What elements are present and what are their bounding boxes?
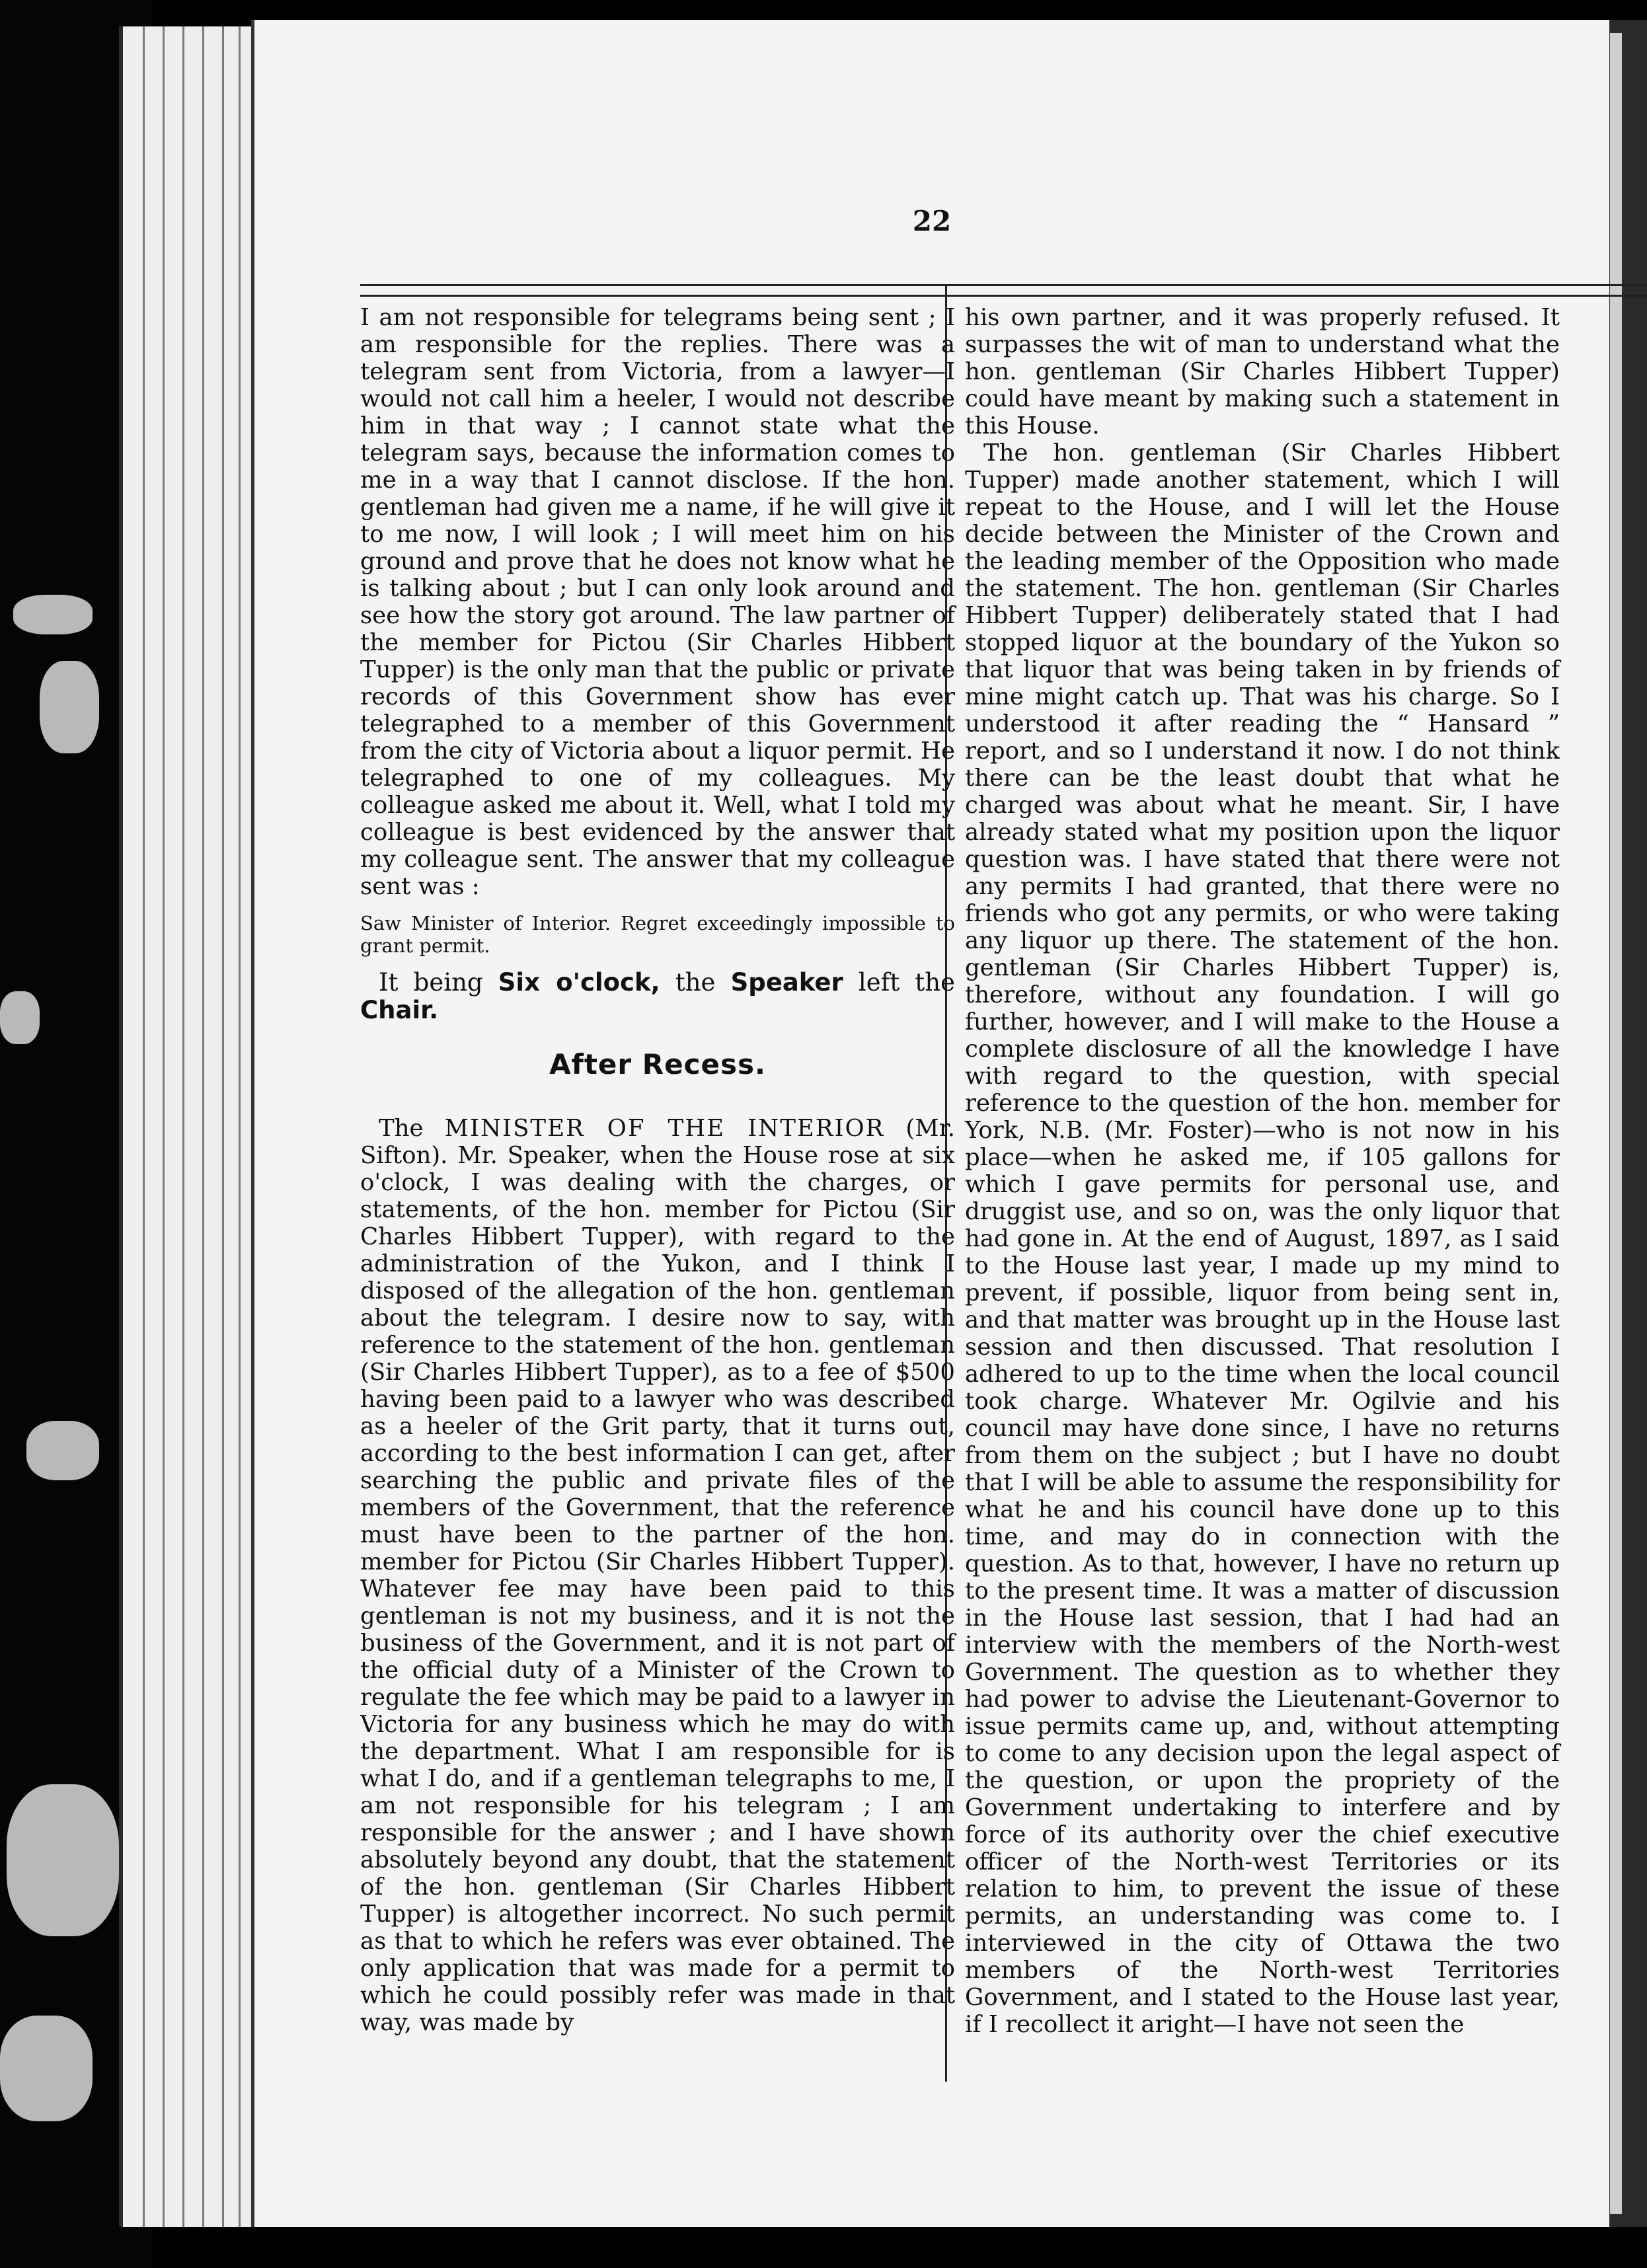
document-page <box>251 20 1609 2227</box>
page-edge-line <box>163 26 165 2227</box>
page-edge-line <box>222 26 224 2227</box>
recess-note <box>360 969 955 1024</box>
scan-stain <box>0 2016 93 2121</box>
page-edge-line <box>239 26 241 2227</box>
scan-stain <box>40 661 99 753</box>
recess-note-bold: Six o'clock, <box>498 968 660 997</box>
page-edge-line <box>202 26 204 2227</box>
scan-stain <box>26 1421 99 1480</box>
scan-stain <box>0 991 40 1044</box>
right-paragraph-1: his own partner, and it was properly refused. It surpasses the wit of man to understand what the hon. gentleman (Sir Charles Hibbert Tupper) could have meant by making such a statement in this House. <box>965 304 1560 439</box>
recess-note-text: left the <box>843 968 955 997</box>
page-edge-line <box>143 26 145 2227</box>
right-paragraph-2: The hon. gentleman (Sir Charles Hibbert Tupper) made another statement, which I will repeat to the House, and I will let the House decide between the Minister of the Crown and the leading member of the Opposition who made the statement. The hon. gentleman (Sir Charles Hibbert Tupper) deliberately stated that I had stopped liquor at the boundary of the Yukon so that liquor that was being taken in by friends of mine might catch up. That was his charge. So I understood it after reading the “ Hansard ” report, and so I understand it now. I do not think there can be the least doubt that what he charged was about what he meant. Sir, I have already stated what my position upon the liquor question was. I have stated that there were not any permits I had granted, that there were no friends who got any permits, or who were taking any liquor up there. The statement of the hon. gentleman (Sir Charles Hibbert Tupper) is, therefore, without any foundation. I will go further, however, and I will make to the House a complete disclosure of all the knowledge I have with regard to the question, with special reference to the question of the hon. member for York, N.B. (Mr. Foster)—who is not now in his place—when he asked me, if 105 gallons for which I gave permits for personal use, and druggist use, and so on, was the only liquor that had gone in. At the end of August, 1897, as I said to the House last year, I made up my mind to prevent, if possible, liquor from being sent in, and that matter was brought up in the House last session and then discussed. That resolution I adhered to up to the time when the local council took charge. Whatever Mr. Ogilvie and his council may have done since, I have no returns from them on the subject ; but I have no doubt that I will be able to assume the responsibility for what he and his council have done up to this time, and may do in connection with the question. As to that, however, I have no return up to the present time. It was a matter of discussion in the House last session, that I had had an interview with the members of the North-west Government. The question as to whether they had power to advise the Lieutenant-Governor to issue permits came up, and, without attempting to come to any decision upon the legal aspect of the question, or upon the propriety of the Government undertaking to interfere and by force of its authority over the chief executive officer of the North-west Territories or its relation to him, to prevent the issue of these permits, an understanding was come to. I interviewed in the city of Ottawa the two members of the North-west Territories Government, and I stated to the House last year, if I recollect it aright—I have not seen the <box>965 439 1560 2038</box>
right-page-edge <box>1606 20 1647 2227</box>
speaker-name: MINISTER OF THE INTERIOR <box>444 1115 885 1142</box>
page-number: 22 <box>912 205 952 237</box>
header-rule <box>360 295 1647 297</box>
left-column <box>360 304 955 2036</box>
left-paragraph-2 <box>360 1115 955 2036</box>
section-heading: After Recess. <box>549 1048 766 1080</box>
left-paragraph-2-text: (Mr. Sifton). Mr. Speaker, when the House rose at six o'clock, I was dealing with the charges, or statements, of the hon. member for Pictou (Sir Charles Hibbert Tupper), with regard to the administration of the Yukon, and I think I disposed of the allegation of the hon. gentleman about the telegram. I desire now to say, with reference to the statement of the hon. gentleman (Sir Charles Hibbert Tupper), as to a fee of $500 having been paid to a lawyer who was described as a heeler of the Grit party, that it turns out, according to the best information I can get, after searching the public and private files of the members of the Government, that the reference must have been to the partner of the hon. member for Pictou (Sir Charles Hibbert Tupper). Whatever fee may have been paid to this gentleman is not my business, and it is not the business of the Government, and it is not part of the official duty of a Minister of the Crown to regulate the fee which may be paid to a lawyer in Victoria for any business which he may do with the department. What I am responsible for is what I do, and if a gentleman telegraphs to me, I am not responsible for his telegram ; I am responsible for the answer ; and I have shown absolutely beyond any doubt, that the statement of the hon. gentleman (Sir Charles Hibbert Tupper) is altogether incorrect. No such permit as that to which he refers was ever obtained. The only application that was made for a permit to which he could possibly refer was made in that way, was made by <box>360 1115 955 2036</box>
right-column <box>965 304 1560 2038</box>
recess-note-bold: Speaker <box>730 968 843 997</box>
speaker-lead: The <box>379 1115 445 1142</box>
page-edge-line <box>182 26 184 2227</box>
recess-note-bold: Chair. <box>360 996 439 1024</box>
scan-stain <box>13 595 93 634</box>
recess-note-text: the <box>660 968 731 997</box>
recess-note-text: It being <box>379 968 498 997</box>
header-rule <box>360 284 1647 286</box>
telegram-quote: Saw Minister of Interior. Regret exceedingly impossible to grant permit. <box>360 912 955 957</box>
scan-stain <box>7 1784 119 1936</box>
left-paragraph-1: I am not responsible for telegrams being sent ; I am responsible for the replies. There was a telegram sent from Victoria, from a lawyer—I would not call him a heeler, I would not describe him in that way ; I cannot state what the telegram says, because the information comes to me in a way that I cannot disclose. If the hon. gentleman had given me a name, if he will give it to me now, I will look ; I will meet him on his ground and prove that he does not know what he is talking about ; but I can only look around and see how the story got around. The law partner of the member for Pictou (Sir Charles Hibbert Tupper) is the only man that the public or private records of this Government show has ever telegraphed to a member of this Government from the city of Victoria about a liquor permit. He telegraphed to one of my colleagues. My colleague asked me about it. Well, what I told my colleague is best evidenced by the answer that my colleague sent. The answer that my colleague sent was : <box>360 304 955 900</box>
